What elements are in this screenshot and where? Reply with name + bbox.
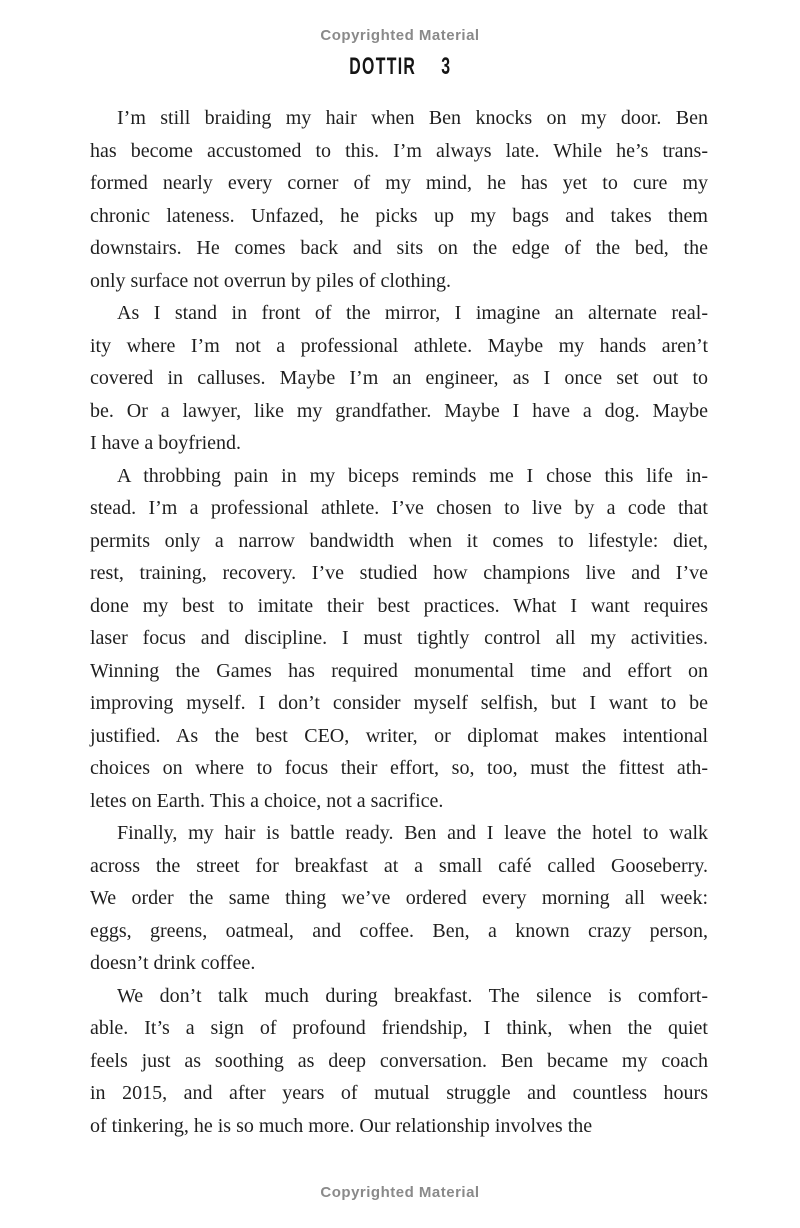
text-line: A throbbing pain in my biceps reminds me I chose this life in- (117, 464, 708, 487)
running-header-inner (349, 53, 451, 81)
text-line: has become accustomed to this. I’m always late. While he’s trans- (90, 139, 708, 162)
text-line: formed nearly every corner of my mind, he has yet to cure my (90, 172, 708, 194)
text-line: feels just as soothing as deep conversation. Ben became my coach (90, 1049, 708, 1072)
paragraph (90, 460, 708, 818)
running-header (0, 53, 800, 81)
text-line: of tinkering, he is so much more. Our relationship involves the (90, 1114, 593, 1137)
paragraph (90, 102, 708, 297)
text-line: We order the same thing we’ve ordered every morning all week: (90, 887, 708, 909)
text-line: laser focus and discipline. I must tightly control all my activities. (90, 627, 708, 649)
text-line: I have a boyfriend. (90, 432, 242, 454)
text-line: across the street for breakfast at a small café called Gooseberry. (90, 854, 708, 877)
text-line: letes on Earth. This a choice, not a sacrifice. (90, 789, 444, 812)
text-line: done my best to imitate their best practices. What I want requires (90, 594, 708, 617)
text-line: stead. I’m a professional athlete. I’ve chosen to live by a code that (90, 497, 708, 519)
text-line: eggs, greens, oatmeal, and coffee. Ben, a known crazy person, (90, 919, 708, 942)
text-line: in 2015, and after years of mutual struggle and countless hours (90, 1082, 708, 1104)
paragraph (90, 297, 708, 460)
text-line: We don’t talk much during breakfast. The silence is comfort- (117, 984, 708, 1007)
text-line: be. Or a lawyer, like my grandfather. Maybe I have a dog. Maybe (90, 399, 708, 422)
copyright-watermark-bottom: Copyrighted Material (320, 1184, 480, 1201)
text-line: able. It’s a sign of profound friendship, I think, when the quiet (90, 1017, 708, 1039)
text-line: Finally, my hair is battle ready. Ben and I leave the hotel to walk (117, 822, 708, 844)
text-line: As I stand in front of the mirror, I imagine an alternate real- (117, 302, 708, 324)
copyright-watermark-top: Copyrighted Material (320, 27, 480, 44)
text-line: downstairs. He comes back and sits on the edge of the bed, the (90, 237, 708, 259)
text-line: Winning the Games has required monumental time and effort on (90, 659, 708, 682)
text-line: rest, training, recovery. I’ve studied how champions live and I’ve (90, 562, 708, 584)
page-body (90, 102, 708, 1142)
text-line: ity where I’m not a professional athlete. Maybe my hands aren’t (90, 334, 708, 357)
paragraph (90, 817, 708, 980)
page-number: 3 (440, 53, 452, 80)
paragraph (90, 980, 708, 1143)
text-line: chronic lateness. Unfazed, he picks up my bags and takes them (90, 204, 708, 227)
text-line: doesn’t drink coffee. (90, 952, 256, 974)
text-line: permits only a narrow bandwidth when it comes to lifestyle: diet, (90, 529, 708, 552)
text-line: covered in calluses. Maybe I’m an engineer, as I once set out to (90, 367, 708, 389)
text-line: choices on where to focus their effort, so, too, must the fittest ath- (90, 757, 708, 779)
text-line: justified. As the best CEO, writer, or diplomat makes intentional (90, 724, 708, 747)
text-line: only surface not overrun by piles of clothing. (90, 269, 452, 292)
book-title: DOTTIR (348, 53, 416, 80)
text-line: improving myself. I don’t consider myself selfish, but I want to be (90, 692, 708, 714)
text-line: I’m still braiding my hair when Ben knocks on my door. Ben (117, 107, 708, 129)
